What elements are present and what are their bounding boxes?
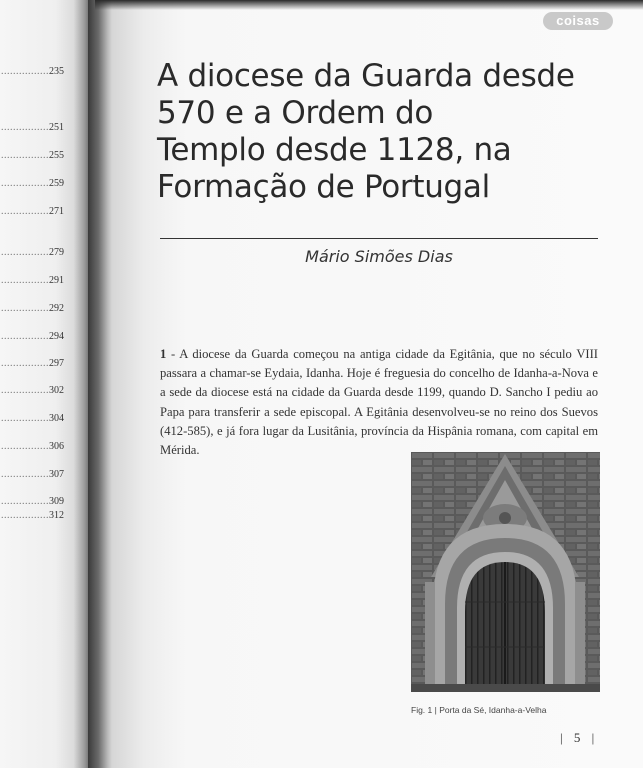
- toc-page-number: ................251: [1, 122, 64, 133]
- title-divider: [160, 238, 598, 239]
- page-shadow: [95, 0, 643, 10]
- toc-page-number: ................309: [1, 496, 64, 507]
- toc-page-number: ................304: [1, 413, 64, 424]
- church-door-illustration: [411, 452, 600, 692]
- title-line: A diocese da Guarda desde: [157, 58, 575, 94]
- book-spine: [88, 0, 114, 768]
- toc-page-number: ................292: [1, 303, 64, 314]
- figure-caption: Fig. 1 | Porta da Sé, Idanha-a-Velha: [411, 705, 547, 715]
- church-door-photo: [411, 452, 600, 692]
- page-number: | 5 |: [560, 730, 599, 745]
- title-line: Formação de Portugal: [157, 169, 490, 205]
- section-number: 1: [160, 347, 167, 361]
- body-paragraph: [160, 345, 598, 460]
- title-line: 570 e a Ordem do: [157, 95, 434, 131]
- toc-page-number: ................235: [1, 66, 64, 77]
- toc-page-number: ................259: [1, 178, 64, 189]
- toc-page-number: ................291: [1, 275, 64, 286]
- left-page: [0, 0, 92, 768]
- author-name: Mário Simões Dias: [305, 247, 453, 266]
- toc-page-number: ................306: [1, 441, 64, 452]
- section-badge: coisas: [543, 12, 613, 30]
- title-line: Templo desde 1128, na: [157, 132, 512, 168]
- paragraph-text: - A diocese da Guarda começou na antiga cidade da Egitânia, que no século VIII passara a chamar-se Eydaia, Idanha. Hoje é freguesia do concelho de Idanha-a-Nova e a sede da diocese está na cidade da Guarda desde 1199, quando D. Sancho I pediu ao Papa para transferir a sede episcopal. A Egitânia desenvolveu-se no reino dos Suevos (412-585), e já fora lugar da Lusitânia, província da Hispânia romana, com capital em Mérida.: [160, 347, 598, 458]
- toc-page-number: ................255: [1, 150, 64, 161]
- toc-page-number: ................307: [1, 469, 64, 480]
- toc-page-number: ................312: [1, 510, 64, 521]
- toc-page-number: ................271: [1, 206, 64, 217]
- toc-page-number: ................279: [1, 247, 64, 258]
- toc-page-number: ................302: [1, 385, 64, 396]
- toc-page-number: ................294: [1, 331, 64, 342]
- article-title: [157, 58, 617, 206]
- toc-page-number: ................297: [1, 358, 64, 369]
